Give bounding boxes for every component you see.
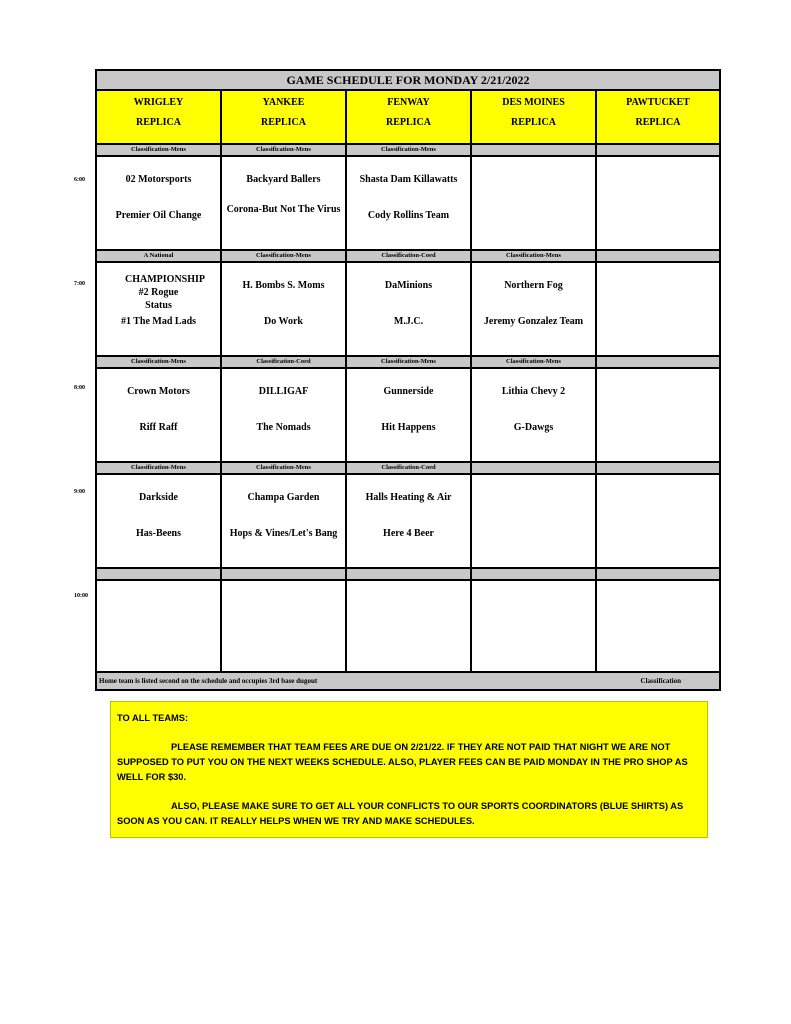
game-cell	[222, 581, 347, 671]
field-header	[347, 91, 472, 143]
time-slot-row	[97, 157, 719, 251]
away-team: Darkside	[139, 492, 178, 503]
classification-label	[597, 357, 719, 367]
time-slot-row	[97, 263, 719, 357]
classification-label	[97, 569, 222, 579]
time-slot-row	[97, 581, 719, 673]
field-name: WRIGLEY	[133, 97, 184, 108]
schedule-title: GAME SCHEDULE FOR MONDAY 2/21/2022	[97, 71, 719, 91]
classification-label: Classification-Mens	[222, 145, 347, 155]
classification-label: Classification-Mens	[97, 463, 222, 473]
home-team: M.J.C.	[393, 316, 424, 327]
home-team: Riff Raff	[139, 422, 178, 433]
classification-label	[472, 569, 597, 579]
home-team: G-Dawgs	[513, 422, 554, 433]
game-cell	[347, 369, 472, 461]
classification-label: Classification-Mens	[97, 145, 222, 155]
classification-label: Classification-Mens	[347, 145, 472, 155]
notice-paragraph	[117, 799, 701, 829]
game-cell	[222, 157, 347, 249]
field-sub: REPLICA	[135, 117, 181, 128]
classification-label: Classification-Coed	[347, 463, 472, 473]
away-team: Gunnerside	[383, 386, 434, 397]
game-cell	[597, 475, 719, 567]
field-sub: REPLICA	[635, 117, 681, 128]
field-header	[97, 91, 222, 143]
classification-label: Classification-Mens	[472, 251, 597, 261]
field-name: FENWAY	[387, 97, 430, 108]
field-name: DES MOINES	[502, 97, 565, 108]
game-cell	[97, 475, 222, 567]
schedule-footer	[97, 673, 719, 689]
field-name: YANKEE	[262, 97, 305, 108]
away-team: Crown Motors	[127, 386, 190, 397]
classification-row	[97, 357, 719, 369]
classification-row	[97, 251, 719, 263]
game-cell	[222, 369, 347, 461]
game-cell	[222, 475, 347, 567]
notice-box	[110, 701, 708, 838]
notice-paragraph	[117, 740, 701, 785]
field-sub: REPLICA	[510, 117, 556, 128]
away-team: Champa Garden	[247, 492, 320, 503]
notice-paragraph-text: ALSO, PLEASE MAKE SURE TO GET ALL YOUR CONFLICTS TO OUR SPORTS COORDINATORS (BLUE SHIRTS) AS SOON AS YOU CAN. IT REALLY HELPS WHEN WE TRY AND MAKE SCHEDULES.	[117, 801, 684, 826]
home-team-note: Home team is listed second on the schedule and occupies 3rd base dugout	[99, 677, 318, 685]
field-sub: REPLICA	[385, 117, 431, 128]
game-cell	[472, 581, 597, 671]
field-header-row	[97, 91, 719, 145]
game-cell	[97, 157, 222, 249]
classification-label: Classification-Mens	[222, 251, 347, 261]
notice-paragraph-text: PLEASE REMEMBER THAT TEAM FEES ARE DUE ON 2/21/22. IF THEY ARE NOT PAID THAT NIGHT WE ARE NOT SUPPOSED TO PUT YOU ON THE NEXT WEEKS SCHEDULE. ALSO, PLAYER FEES CAN BE PAID MONDAY IN THE PRO SHOP AS WELL FOR $30.	[117, 742, 688, 782]
time-label: 8:00	[74, 385, 85, 391]
schedule-table	[95, 69, 721, 691]
classification-label	[597, 251, 719, 261]
game-cell	[222, 263, 347, 355]
time-label: 9:00	[74, 489, 85, 495]
classification-label: Classification-Mens	[472, 357, 597, 367]
away-team: CHAMPIONSHIP #2 Rogue Status	[125, 274, 205, 311]
game-cell	[472, 157, 597, 249]
classification-label	[597, 569, 719, 579]
away-team: DaMinions	[384, 280, 433, 291]
field-name: PAWTUCKET	[626, 97, 690, 108]
game-cell	[347, 157, 472, 249]
home-team: Corona-But Not The Virus	[226, 204, 341, 215]
classification-label	[347, 569, 472, 579]
away-team: Lithia Chevy 2	[501, 386, 566, 397]
home-team: #1 The Mad Lads	[120, 316, 197, 327]
game-cell	[597, 157, 719, 249]
home-team: The Nomads	[256, 422, 311, 433]
field-header	[597, 91, 719, 143]
time-label: 10:00	[74, 593, 88, 599]
away-team: Halls Heating & Air	[365, 492, 452, 503]
field-header	[222, 91, 347, 143]
classification-legend: Classification	[640, 677, 681, 685]
classification-label	[597, 145, 719, 155]
classification-label: Classification-Mens	[347, 357, 472, 367]
classification-label	[472, 463, 597, 473]
notice-heading: TO ALL TEAMS:	[117, 713, 189, 723]
classification-label: A National	[97, 251, 222, 261]
time-label: 7:00	[74, 281, 85, 287]
home-team: Here 4 Beer	[383, 528, 434, 539]
classification-label	[222, 569, 347, 579]
game-cell	[472, 369, 597, 461]
game-cell	[347, 263, 472, 355]
time-slot-row	[97, 475, 719, 569]
classification-label	[597, 463, 719, 473]
away-team: Shasta Dam Killawatts	[359, 174, 458, 185]
home-team: Has-Beens	[136, 528, 181, 539]
home-team: Do Work	[264, 316, 303, 327]
game-cell	[472, 475, 597, 567]
classification-row	[97, 463, 719, 475]
classification-label	[472, 145, 597, 155]
classification-row	[97, 145, 719, 157]
classification-label: Classification-Mens	[222, 463, 347, 473]
classification-label: Classification-Coed	[222, 357, 347, 367]
away-team: DILLIGAF	[258, 386, 309, 397]
classification-row	[97, 569, 719, 581]
away-team: H. Bombs S. Moms	[242, 280, 325, 291]
away-team: Northern Fog	[504, 280, 563, 291]
home-team: Premier Oil Change	[115, 210, 202, 221]
time-slot-row	[97, 369, 719, 463]
game-cell	[597, 263, 719, 355]
classification-label: Classification-Coed	[347, 251, 472, 261]
game-cell	[97, 369, 222, 461]
field-sub: REPLICA	[260, 117, 306, 128]
field-header	[472, 91, 597, 143]
home-team: Cody Rollins Team	[367, 210, 450, 221]
game-cell	[97, 581, 222, 671]
home-team: Jeremy Gonzalez Team	[483, 316, 584, 327]
time-label: 6:00	[74, 177, 85, 183]
home-team: Hit Happens	[381, 422, 436, 433]
game-cell	[472, 263, 597, 355]
away-team: 02 Motorsports	[125, 174, 192, 185]
game-cell	[597, 581, 719, 671]
game-cell	[597, 369, 719, 461]
game-cell	[97, 263, 222, 355]
home-team: Hops & Vines/Let's Bang	[229, 528, 338, 539]
game-cell	[347, 581, 472, 671]
classification-label: Classification-Mens	[97, 357, 222, 367]
game-cell	[347, 475, 472, 567]
away-team: Backyard Ballers	[246, 174, 321, 185]
